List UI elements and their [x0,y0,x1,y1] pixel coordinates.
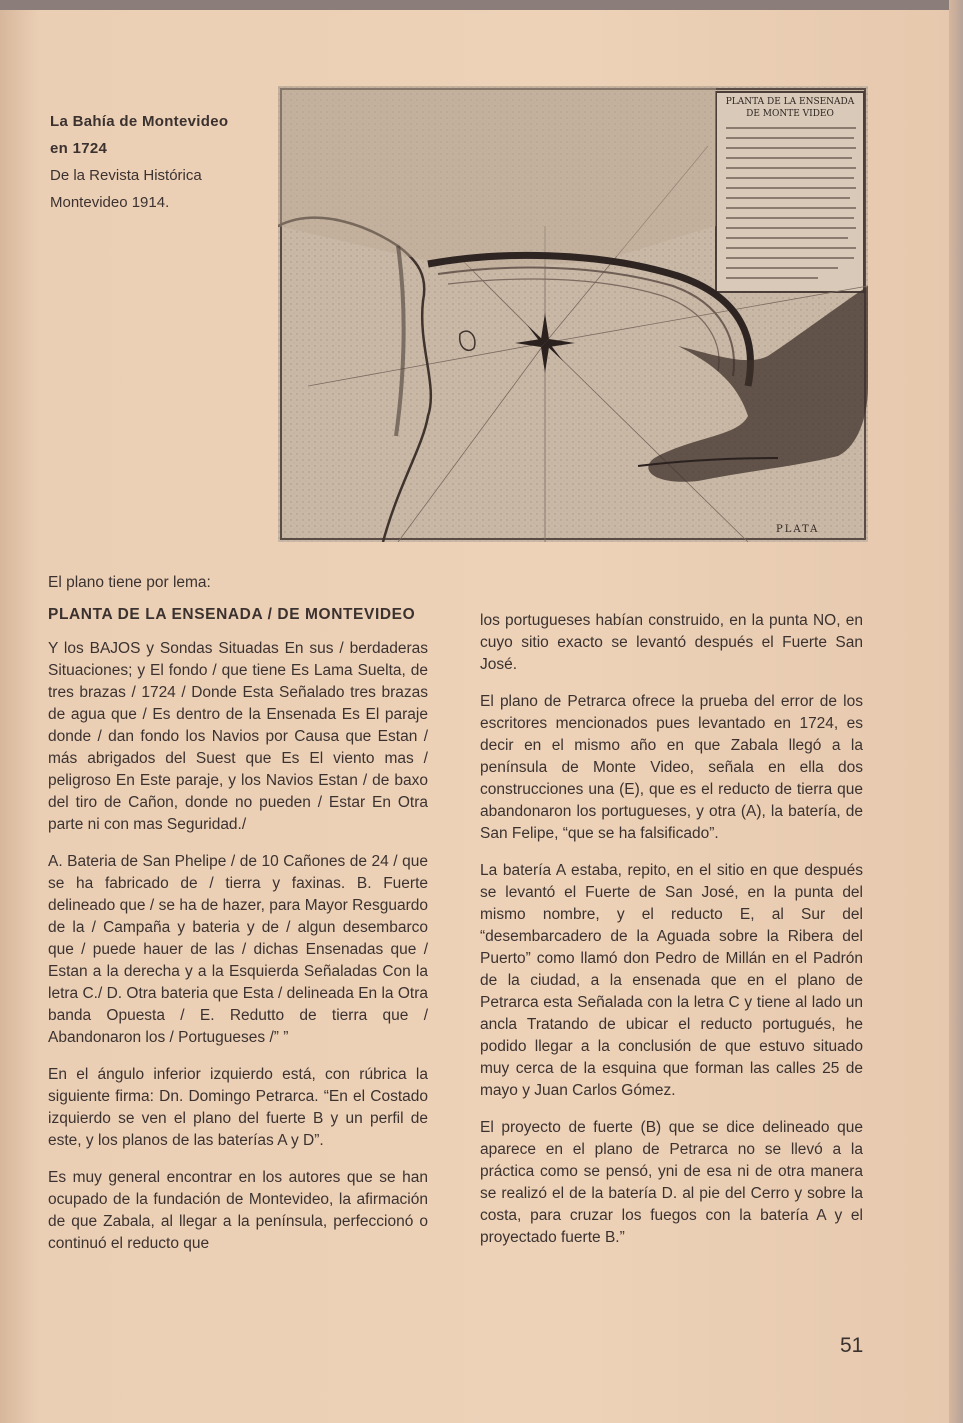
map-motto-heading: PLANTA DE LA ENSENADA / DE MONTEVIDEO [48,606,416,623]
right-column [480,610,863,1264]
page-number: 51 [840,1334,864,1357]
paragraph: los portugueses habían construido, en la punta NO, en cuyo sitio exacto se levantó después el Fuerte San José. [480,612,863,673]
paragraph: Y los BAJOS y Sondas Situadas En sus / berdaderas Situaciones; y El fondo / que tiene Es Lama Suelta, de tres brazas / 1724 / Donde Esta Señalado tres brazas de agua que / Es dentro de la Ensenada Es El paraje donde / dan fondo los Navios por Causa que Estan / más abrigados del Suest que Es El viento mas / peligroso En Este paraje, y los Navios Estan / de baxo del tiro de Cañon, donde no pueden / Estar En Otra parte ni con mas Seguridad./ [48,640,428,833]
paragraph: El plano de Petrarca ofrece la prueba del error de los escritores mencionados pues levantado en 1724, es decir en el mismo año en que Zabala llegó a la península de Monte Video, señala en ella dos construcciones una (E), que es el reducto de tierra que abandonaron los portugueses, y otra (A), la batería, de San Felipe, “que se ha falsificado”. [480,693,863,842]
paragraph: La batería A estaba, repito, en el sitio en que después se levantó el Fuerte de San José, en la punta del mismo nombre, y el reducto E, al Sur del “desembarcadero de la Aguada sobre la Ribera del Puerto” como llamó don Pedro de Millán en el Padrón de la ciudad, a la ensenada que en el plano de Petrarca esta Señalada con la letra C y tiene al lado un ancla Tratando de ubicar el reducto portugués, he podido llegar a la conclusión de que estuvo situado muy cerca de la esquina que forman las calles 25 de mayo y Juan Carlos Gómez. [480,862,863,1099]
map-label-plata: PLATA [776,524,820,535]
top-edge [0,0,963,10]
map-cartouche [716,92,864,292]
paragraph: A. Bateria de San Phelipe / de 10 Cañones de 24 / que se ha fabricado de / tierra y faxinas. B. Fuerte delineado que / se ha de hazer, para Mayor Resguardo de la / Campaña y bateria y de / algun desembarco que / puede hauer de las / dichas Ensenadas que / Estan a la derecha y a la Esquierda Señaladas Con la letra C./ D. Otra bateria que Esta / delineada En la Otra banda Opuesta / E. Redutto de tierra que / Abandonaron los / Portugueses /” ” [48,853,428,1046]
paragraph: El proyecto de fuerte (B) que se dice delineado que aparece en el plano de Petrarca no se llevó a la práctica como se pensó, yni de esa ni de otra manera se realizó el de la batería D. al pie del Cerro y sobre la costa, para cruzar los fuegos con la batería A y el proyectado fuerte B.” [480,1119,863,1246]
cartouche-title-1: PLANTA DE LA ENSENADA [725,97,855,107]
paragraph: En el ángulo inferior izquierdo está, con rúbrica la siguiente firma: Dn. Domingo Petrarca. “En el Costado izquierdo se ven el plano del fuerte B y un perfil de este, y los planos de las baterías A y D”. [48,1066,428,1149]
caption-source: De la Revista Histórica [50,167,202,184]
caption-year: en 1724 [50,140,108,157]
cartouche-title-2: DE MONTE VIDEO [746,109,834,119]
caption-title: La Bahía de Montevideo [50,113,229,130]
left-column [48,572,428,1270]
map-drawing [278,86,868,542]
historic-map-image [278,86,868,542]
paragraph: Es muy general encontrar en los autores que se han ocupado de la fundación de Montevideo, la afirmación de que Zabala, al llegar a la península, perfeccionó o continuó el reducto que [48,1169,428,1252]
figure-caption [50,108,265,216]
map-motto-intro: El plano tiene por lema: [48,574,211,591]
caption-place-year: Montevideo 1914. [50,194,170,211]
page-edge [949,0,963,1423]
